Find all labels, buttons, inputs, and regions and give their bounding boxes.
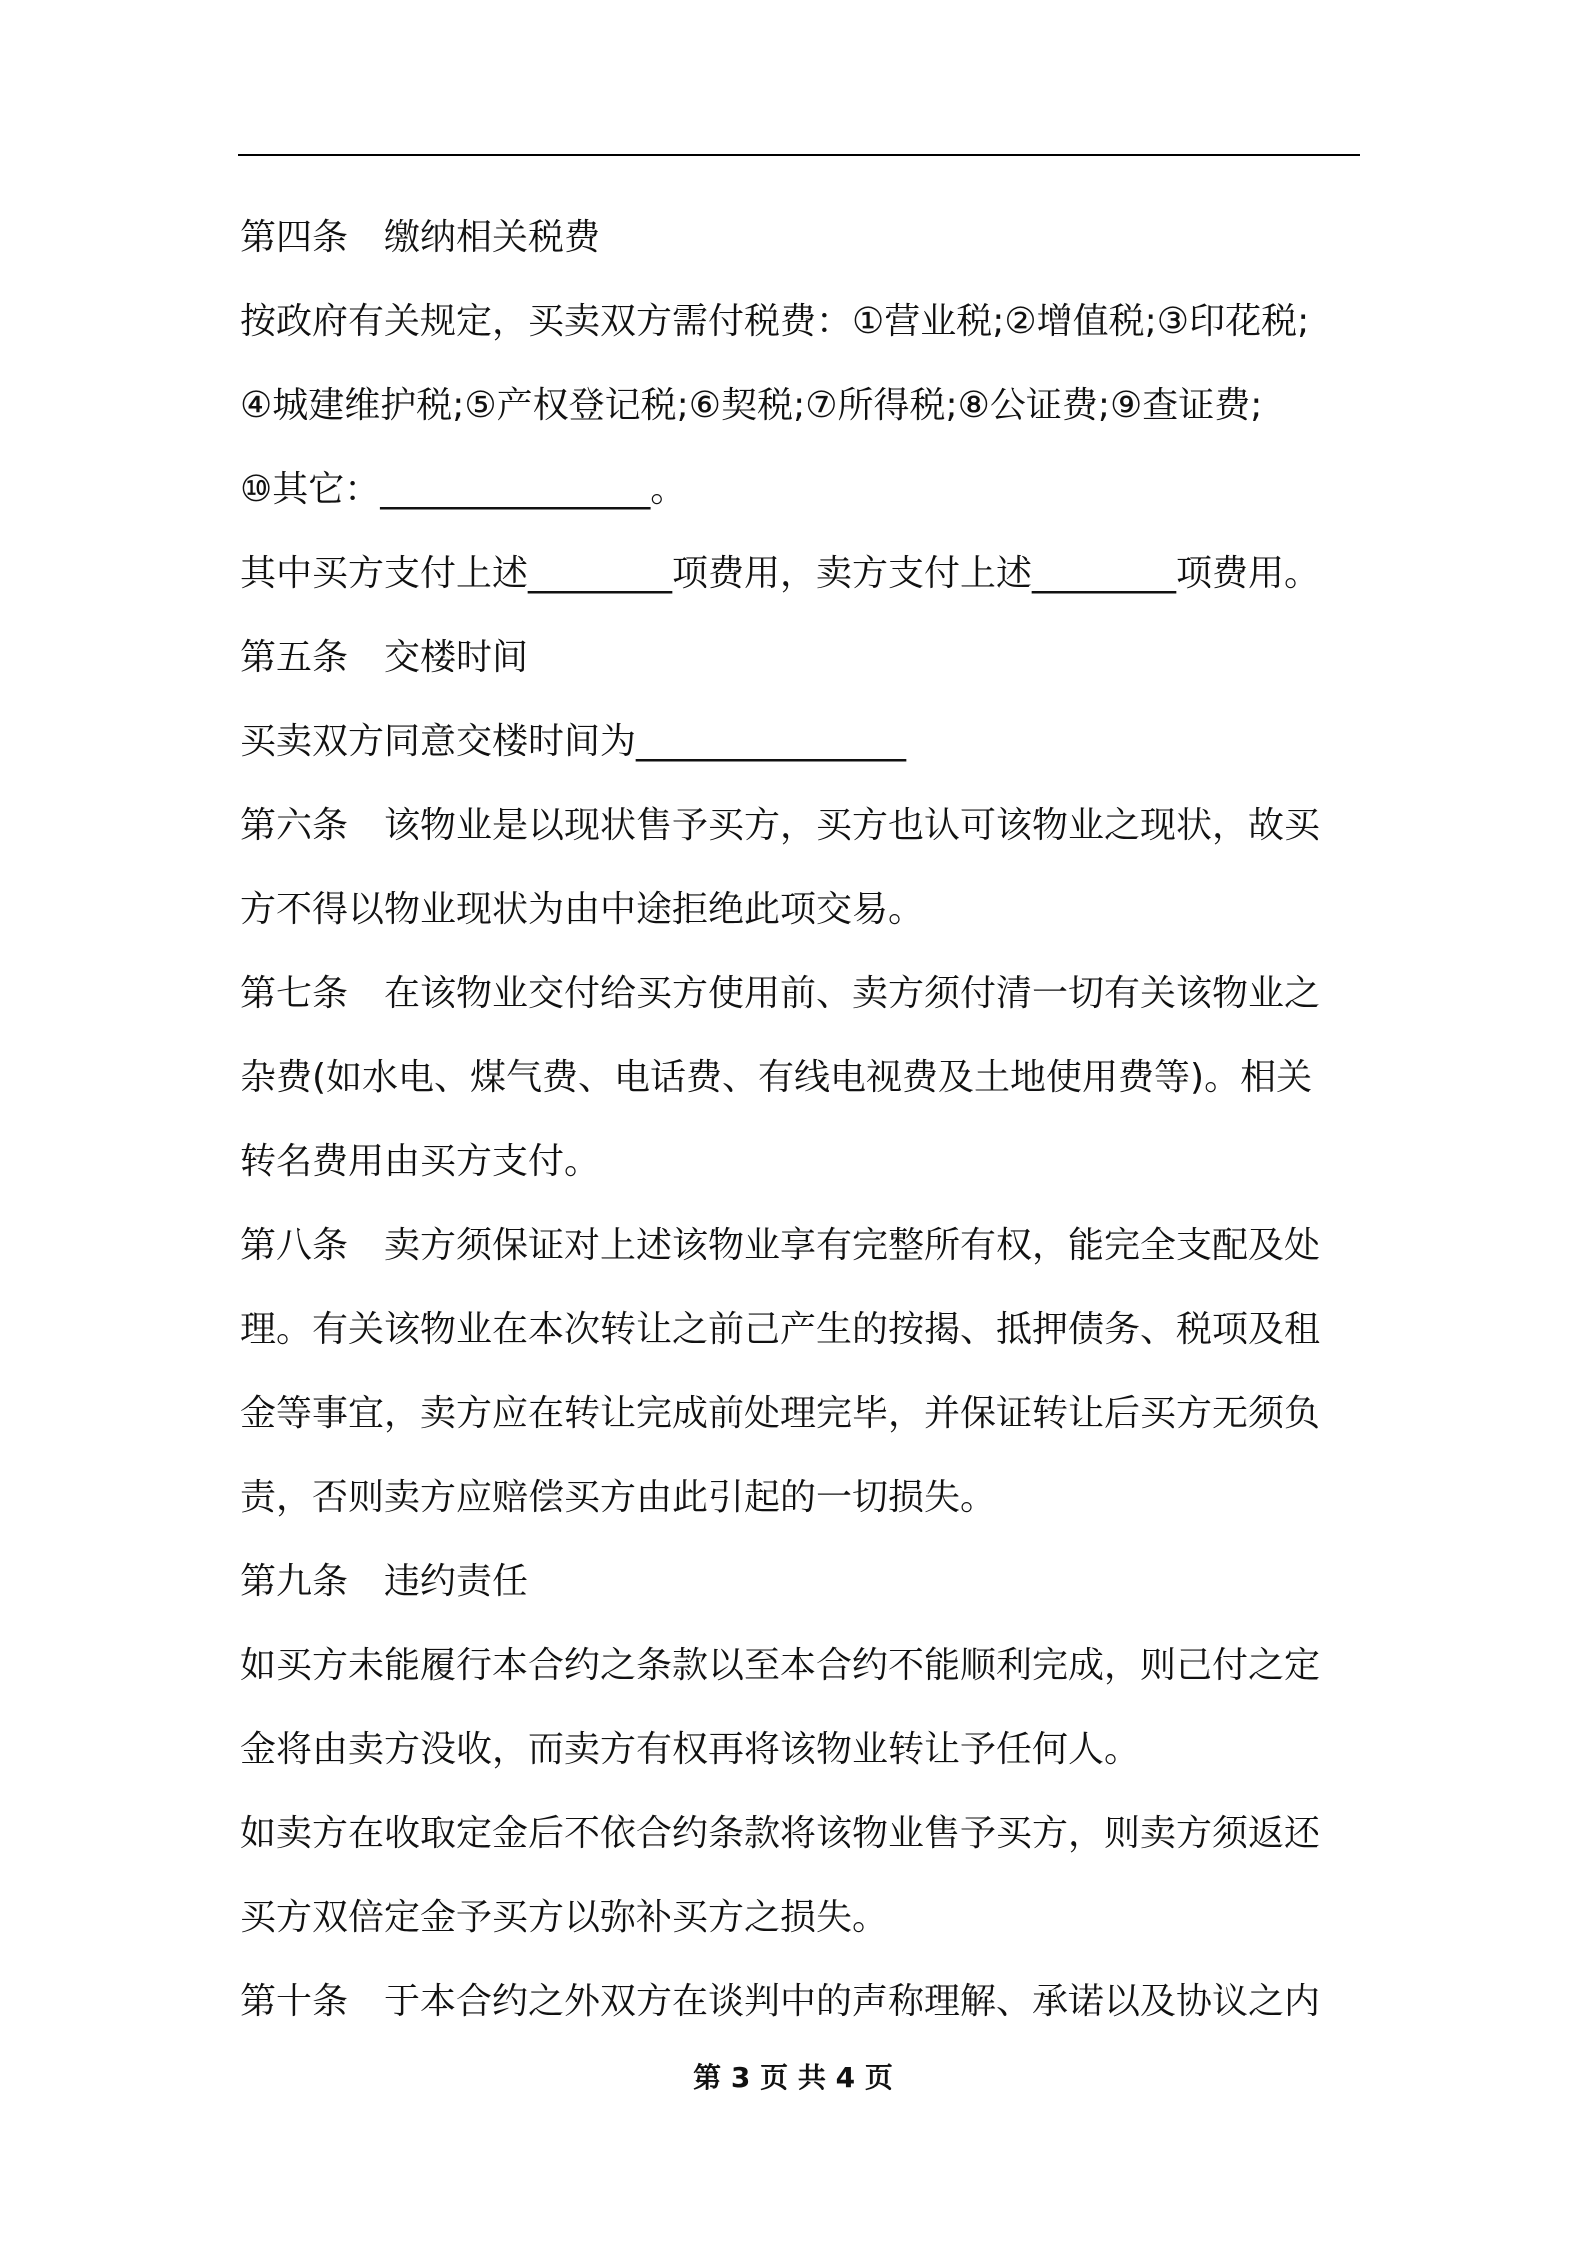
text-line: 第十条 于本合约之外双方在谈判中的声称理解、承诺以及协议之内: [240, 1981, 1321, 2022]
text-line: 转名费用由买方支付。: [240, 1141, 601, 1182]
text-line: 买方双倍定金予买方以弥补买方之损失。: [240, 1897, 889, 1938]
text-line: ④城建维护税;⑤产权登记税;⑥契税;⑦所得税;⑧公证费;⑨查证费;: [240, 385, 1263, 426]
text-line: 买卖双方同意交楼时间为_______________: [240, 721, 907, 762]
text-line: 第九条 违约责任: [240, 1561, 529, 1602]
text-line: 如买方未能履行本合约之条款以至本合约不能顺利完成，则己付之定: [240, 1645, 1321, 1686]
text-line: 如卖方在收取定金后不依合约条款将该物业售予买方，则卖方须返还: [240, 1813, 1321, 1854]
text-line: ⑩其它：_______________。: [240, 469, 687, 510]
text-line: 其中买方支付上述________项费用，卖方支付上述________项费用。: [240, 553, 1321, 594]
text-line: 方不得以物业现状为由中途拒绝此项交易。: [240, 889, 925, 930]
header-rule: [238, 154, 1360, 156]
text-line: 第六条 该物业是以现状售予买方，买方也认可该物业之现状，故买: [240, 805, 1321, 846]
text-line: 按政府有关规定，买卖双方需付税费：①营业税;②增值税;③印花税;: [240, 301, 1310, 342]
text-line: 责，否则卖方应赔偿买方由此引起的一切损失。: [240, 1477, 997, 1518]
text-line: 第四条 缴纳相关税费: [240, 217, 601, 258]
page-number-footer: 第 3 页 共 4 页: [693, 2061, 893, 2094]
text-line: 金将由卖方没收，而卖方有权再将该物业转让予任何人。: [240, 1729, 1141, 1770]
text-line: 第七条 在该物业交付给买方使用前、卖方须付清一切有关该物业之: [240, 973, 1321, 1014]
text-line: 第五条 交楼时间: [240, 637, 529, 678]
text-line: 理。有关该物业在本次转让之前己产生的按揭、抵押债务、税项及租: [240, 1309, 1321, 1350]
contract-body: [240, 196, 1362, 2044]
text-line: 第八条 卖方须保证对上述该物业享有完整所有权，能完全支配及处: [240, 1225, 1321, 1266]
text-line: 金等事宜，卖方应在转让完成前处理完毕，并保证转让后买方无须负: [240, 1393, 1321, 1434]
text-line: 杂费(如水电、煤气费、电话费、有线电视费及土地使用费等)。相关: [240, 1057, 1313, 1098]
